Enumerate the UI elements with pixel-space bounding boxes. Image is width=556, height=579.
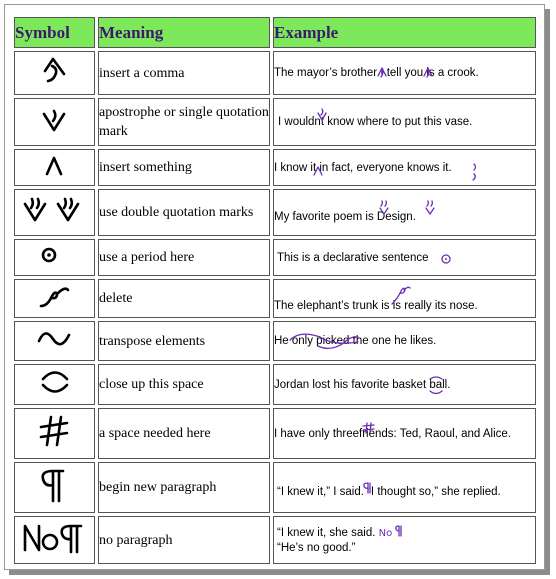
example-cell	[273, 279, 536, 318]
no-paragraph-symbol-icon	[14, 516, 95, 564]
table-row	[14, 189, 536, 236]
example-cell	[273, 239, 536, 276]
delete-symbol-icon	[14, 279, 95, 318]
apostrophe-symbol-icon	[14, 98, 95, 146]
meaning-cell: begin new paragraph	[98, 462, 270, 513]
meaning-cell: use double quotation marks	[98, 189, 270, 236]
meaning-cell: delete	[98, 279, 270, 318]
table-row	[14, 51, 536, 95]
meaning-cell: apostrophe or single quotation mark	[98, 98, 270, 146]
example-cell	[273, 364, 536, 405]
example-cell	[273, 408, 536, 459]
table-row	[14, 516, 536, 564]
example-text: My favorite poem is Design.	[274, 210, 416, 223]
example-text: Jordan lost his favorite basket ball.	[274, 378, 451, 391]
example-cell	[273, 321, 536, 361]
example-text-line2: “He’s no good.”	[277, 542, 356, 554]
proofreading-marks-panel	[4, 4, 545, 570]
table-row	[14, 279, 536, 318]
table-row	[14, 149, 536, 186]
example-cell	[273, 189, 536, 236]
example-cell	[273, 51, 536, 95]
example-cell	[273, 98, 536, 146]
no-paragraph-correction: No	[378, 528, 393, 539]
space-symbol-icon	[14, 408, 95, 459]
example-column-header: Example	[273, 17, 536, 48]
double-quotation-symbol-icon	[14, 189, 95, 236]
example-cell	[273, 516, 536, 564]
close-up-symbol-icon	[14, 364, 95, 405]
example-block	[274, 525, 535, 555]
example-cell	[273, 462, 536, 513]
comma-insert-symbol-icon	[14, 51, 95, 95]
meaning-column-header: Meaning	[98, 17, 270, 48]
example-text: This is a declarative sentence	[277, 251, 429, 264]
paragraph-correction-icon	[395, 525, 405, 537]
meaning-cell: no paragraph	[98, 516, 270, 564]
example-text: “I knew it,” I said. “I thought so,” she replied.	[277, 485, 501, 498]
table-row	[14, 462, 536, 513]
table-row	[14, 321, 536, 361]
example-text: The mayor’s brother I tell you is a crook.	[274, 67, 479, 79]
table-row	[14, 98, 536, 146]
caret-symbol-icon	[14, 149, 95, 186]
table-row	[14, 408, 536, 459]
table-row	[14, 364, 536, 405]
period-symbol-icon	[14, 239, 95, 276]
example-text: The elephant’s trunk is is really its nose.	[274, 299, 478, 312]
example-text: I have only threefriends: Ted, Raoul, and Alice.	[274, 427, 511, 440]
example-text: I wouldnt know where to put this vase.	[278, 116, 473, 128]
table-row	[14, 239, 536, 276]
symbol-column-header: Symbol	[14, 17, 95, 48]
example-text: “I knew it, she said.	[277, 527, 376, 539]
correction-mark-icon	[274, 280, 534, 318]
paragraph-symbol-icon	[14, 462, 95, 513]
meaning-cell: insert a comma	[98, 51, 270, 95]
table-header-row	[14, 17, 536, 48]
example-cell	[273, 149, 536, 186]
proofreading-marks-table	[11, 14, 539, 567]
meaning-cell: transpose elements	[98, 321, 270, 361]
transpose-symbol-icon	[14, 321, 95, 361]
example-text: I know it in fact, everyone knows it.	[274, 161, 452, 174]
meaning-cell: close up this space	[98, 364, 270, 405]
example-text: He only picked the one he likes.	[274, 335, 437, 347]
meaning-cell: insert something	[98, 149, 270, 186]
meaning-cell: use a period here	[98, 239, 270, 276]
meaning-cell: a space needed here	[98, 408, 270, 459]
